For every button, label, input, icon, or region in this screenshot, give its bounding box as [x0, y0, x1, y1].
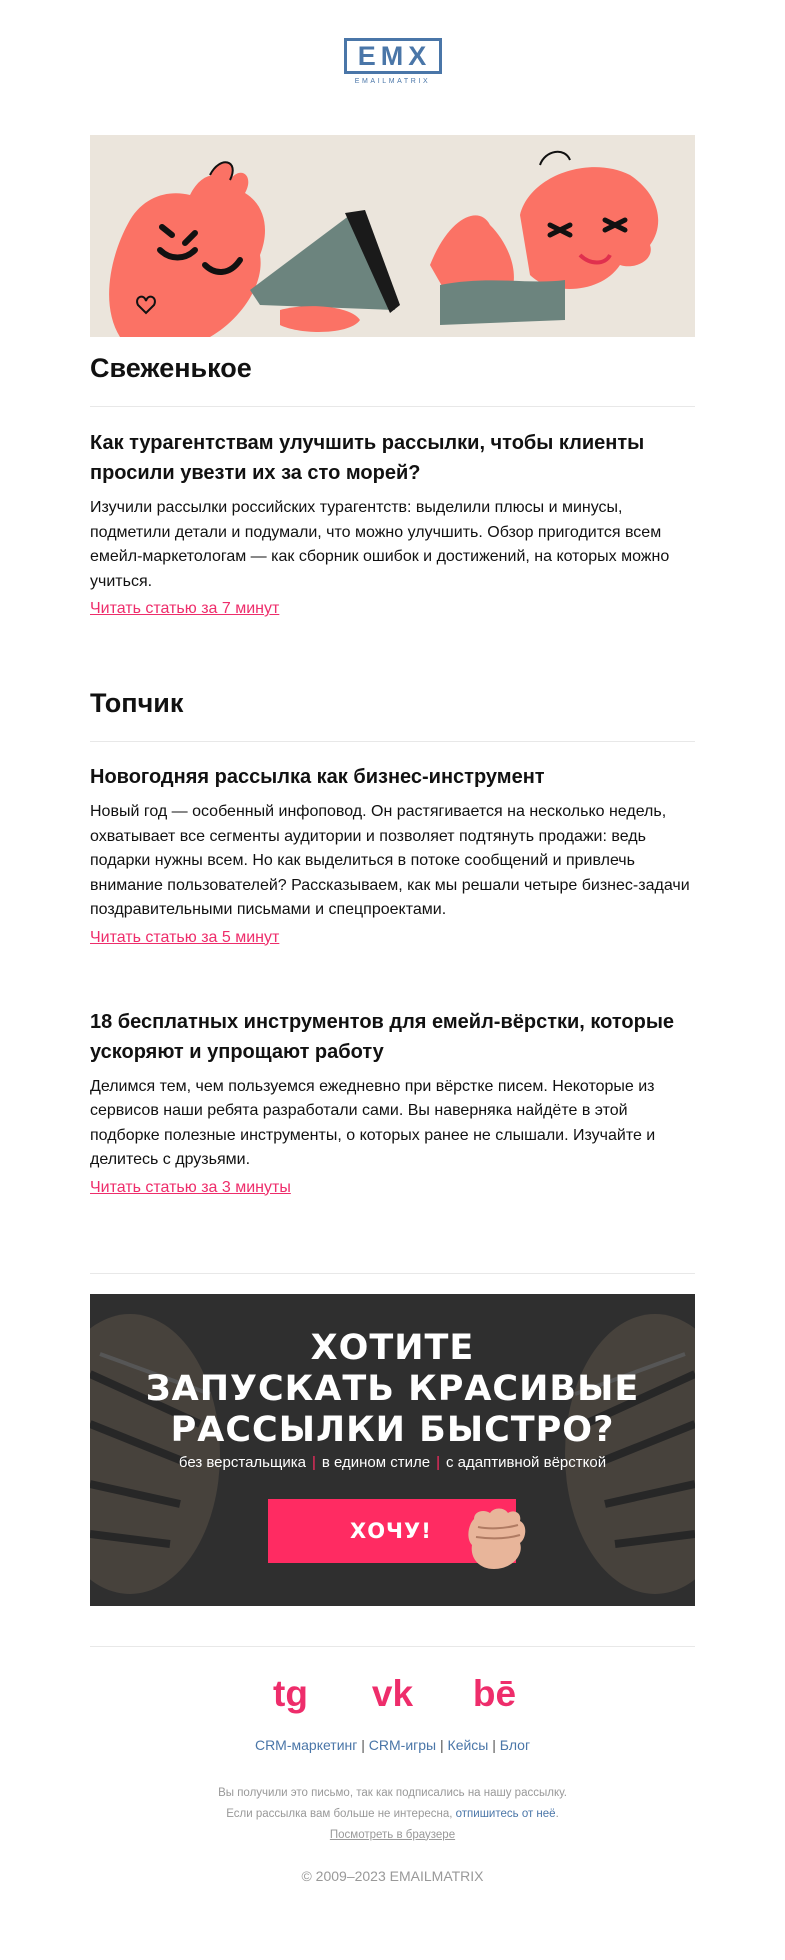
promo-feature: в едином стиле	[321, 1453, 431, 1471]
read-article-link[interactable]: Читать статью за 5 минут	[90, 928, 280, 946]
article-title[interactable]: Новогодняя рассылка как бизнес-инструмент	[90, 766, 545, 788]
section-title: Топчик	[90, 688, 184, 718]
social-links	[90, 1673, 695, 1715]
promo-title-line: ХОТИТЕ	[310, 1327, 475, 1368]
fist-icon	[464, 1505, 530, 1573]
article-text: Делимся тем, чем пользуемся ежедневно при вёрстке писем. Некоторые из сервисов наши ребята разработали сами. Вы наверняка найдёте в этой подборке полезные инструменты, о которых ранее не слышали. Изучайте и делитесь с друзьями.	[90, 1077, 656, 1168]
section-title: Свеженькое	[90, 353, 252, 383]
cases-link[interactable]: Кейсы	[447, 1736, 489, 1753]
logo-name: EMAILMATRIX	[354, 78, 431, 85]
promo-subtitle	[90, 1454, 695, 1471]
article-title[interactable]: Как турагентствам улучшить рассылки, чтобы клиенты просили увезти их за сто морей?	[90, 432, 645, 484]
article-text: Новый год — особенный инфоповод. Он растягивается на несколько недель, охватывает все сегменты аудитории и позволяет подтянуть продажи: ведь подарки нужны всем. Но как выделиться в потоке сообщений и привлечь внимание пользователей? Рассказываем, как мы решали четыре бизнес-задачи поздравительными письмами и спецпроектами.	[90, 803, 690, 918]
footer-separator: |	[440, 1736, 444, 1753]
promo-title-line: ЗАПУСКАТЬ КРАСИВЫЕ	[145, 1368, 640, 1409]
crm-games-link[interactable]: CRM-игры	[368, 1736, 437, 1753]
unsubscribe-line	[90, 1804, 695, 1825]
article-card	[90, 742, 695, 949]
logo-mark	[344, 38, 442, 74]
section-fresh	[90, 337, 695, 620]
promo-banner[interactable]	[90, 1294, 695, 1606]
vk-link[interactable]: vk	[371, 1672, 414, 1714]
telegram-link[interactable]: tg	[273, 1672, 308, 1714]
promo-feature: с адаптивной вёрсткой	[445, 1453, 607, 1471]
article-title[interactable]: 18 бесплатных инструментов для емейл-вёрстки, которые ускоряют и упрощают работу	[90, 1010, 675, 1063]
article-card	[90, 407, 695, 620]
hero-illustration	[90, 135, 695, 337]
section-top	[90, 620, 695, 1199]
promo-separator: |	[436, 1453, 440, 1471]
promo-title	[90, 1328, 695, 1451]
divider	[90, 1646, 695, 1647]
article-text: Изучили рассылки российских турагентств: выделили плюсы и минусы, подметили детали и подумали, что можно улучшить. Обзор пригодится всем емейл-маркетологам — как сборник ошибок и достижений, на которых можно учиться.	[90, 499, 670, 590]
crm-marketing-link[interactable]: CRM-маркетинг	[254, 1736, 358, 1753]
read-article-link[interactable]: Читать статью за 7 минут	[90, 600, 280, 617]
unsubscribe-period: .	[555, 1807, 559, 1820]
promo-separator: |	[311, 1453, 316, 1471]
unsubscribe-link[interactable]: отпишитесь от неё	[455, 1807, 556, 1820]
unsubscribe-text: Если рассылка вам больше не интересна,	[226, 1807, 453, 1820]
footer-separator: |	[492, 1736, 496, 1753]
article-card	[90, 949, 695, 1199]
view-in-browser-link[interactable]: Посмотреть в браузере	[329, 1828, 456, 1841]
footer-note	[90, 1783, 695, 1846]
promo-feature: без верстальщика	[178, 1453, 306, 1471]
behance-link[interactable]: bē	[472, 1672, 517, 1714]
read-article-link[interactable]: Читать статью за 3 минуты	[90, 1178, 291, 1196]
promo-title-line: РАССЫЛКИ БЫСТРО?	[170, 1409, 615, 1450]
want-button[interactable]	[268, 1499, 516, 1563]
footer-separator: |	[361, 1736, 365, 1753]
blog-link[interactable]: Блог	[499, 1736, 531, 1753]
copyright: © 2009–2023 EMAILMATRIX	[301, 1867, 484, 1884]
divider	[90, 1273, 695, 1274]
logo[interactable]	[90, 0, 695, 135]
email-container	[90, 0, 695, 1884]
footer-nav	[90, 1737, 695, 1753]
subscription-reason: Вы получили это письмо, так как подписались на нашу рассылку.	[218, 1786, 567, 1799]
want-button-label: ХОЧУ!	[350, 1518, 432, 1543]
logo-mark-text: EMX	[357, 40, 432, 71]
